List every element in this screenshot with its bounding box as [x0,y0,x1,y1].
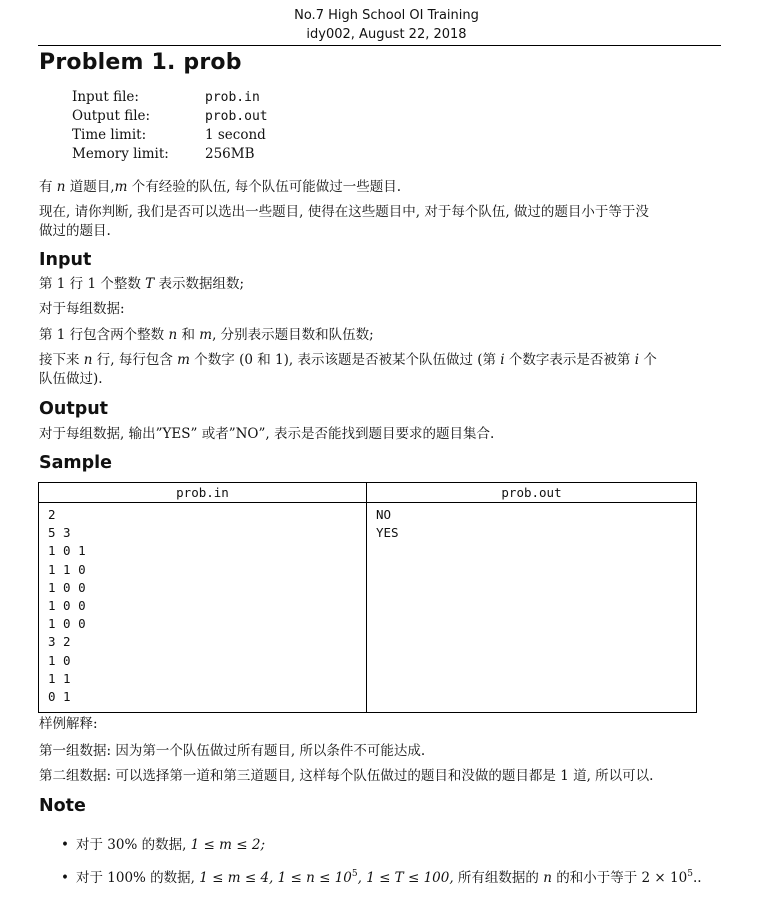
note-item-30: • 对于 30% 的数据, 1 ≤ m ≤ 2; [58,836,702,855]
output-line-1: 对于每组数据, 输出”YES” 或者”NO”, 表示是否能找到题目要求的题目集合. [39,426,495,442]
meta-key: Output file: [72,108,151,124]
note-heading: Note [39,796,86,816]
sample-input-cell [39,503,367,713]
statement-paragraph-1: 有 n 道题目,m 个有经验的队伍, 每个队伍可能做过一些题目. [39,179,402,195]
header-contest-name: No.7 High School OI Training [294,8,479,23]
meta-row-input [72,88,268,107]
sample-output-line: NO [376,507,392,522]
sample-explain-1: 第一组数据: 因为第一个队伍做过所有题目, 所以条件不可能达成. [39,743,426,759]
sample-input-line: 1 1 [48,670,71,686]
note-list [58,836,702,902]
meta-value: 1 second [205,127,266,143]
page-header [0,6,773,44]
meta-key: Time limit: [72,127,147,143]
header-author-date: idy002, August 22, 2018 [306,27,467,42]
problem-meta [72,88,268,164]
meta-row-memory [72,145,268,164]
output-heading: Output [39,399,109,419]
meta-row-time [72,126,268,145]
sample-input-line: 1 1 0 [48,561,86,577]
sample-input-line: 0 1 [48,689,71,705]
input-line-3: 第 1 行包含两个整数 n 和 m, 分别表示题目数和队伍数; [39,327,374,343]
note-item-100: • 对于 100% 的数据, 1 ≤ m ≤ 4, $1 \le n \le 10^5$, 1 ≤ T ≤ 100, 所有组数据的 n 的和小于等于 $2 \times 10^5$.. [58,869,702,888]
sample-col-output-header: prob.out [367,483,697,503]
sample-col-input-header: prob.in [39,483,367,503]
header-rule [38,45,721,46]
sample-input-line: 1 0 [48,652,71,668]
sample-explain-title: 样例解释: [39,716,98,732]
input-heading: Input [39,250,92,270]
statement-paragraph-2: 现在, 请你判断, 我们是否可以选出一些题目, 使得在这些题目中, 对于每个队伍, 做过的题目小于等于没 做过的题目. [39,204,649,239]
meta-key: Input file: [72,89,139,105]
sample-output-cell [367,503,697,713]
sample-input-line: 1 0 0 [48,616,86,632]
problem-title: Problem 1. prob [39,50,242,75]
sample-input-line: 1 0 0 [48,598,86,614]
meta-key: Memory limit: [72,146,169,162]
meta-value: prob.in [205,90,260,105]
sample-input-line: 3 2 [48,634,71,650]
sample-table [38,482,697,713]
sample-input-line: 1 0 0 [48,579,86,595]
meta-row-output [72,107,268,126]
input-line-4: 接下来 n 行, 每行包含 m 个数字 (0 和 1), 表示该题是否被某个队伍做过 (第 i 个数字表示是否被第 i 个 队伍做过). [39,352,657,387]
sample-output-line: YES [376,525,399,541]
meta-value: 256MB [205,146,255,162]
input-line-2: 对于每组数据: [39,301,125,317]
sample-input-line: 2 [48,507,56,522]
meta-value: prob.out [205,109,268,124]
sample-input-line: 1 0 1 [48,543,86,559]
input-line-1: 第 1 行 1 个整数 T 表示数据组数; [39,276,244,292]
sample-heading: Sample [39,453,113,473]
sample-input-line: 5 3 [48,525,71,541]
sample-explain-2: 第二组数据: 可以选择第一道和第三道题目, 这样每个队伍做过的题目和没做的题目都是 1 道, 所以可以. [39,768,654,784]
